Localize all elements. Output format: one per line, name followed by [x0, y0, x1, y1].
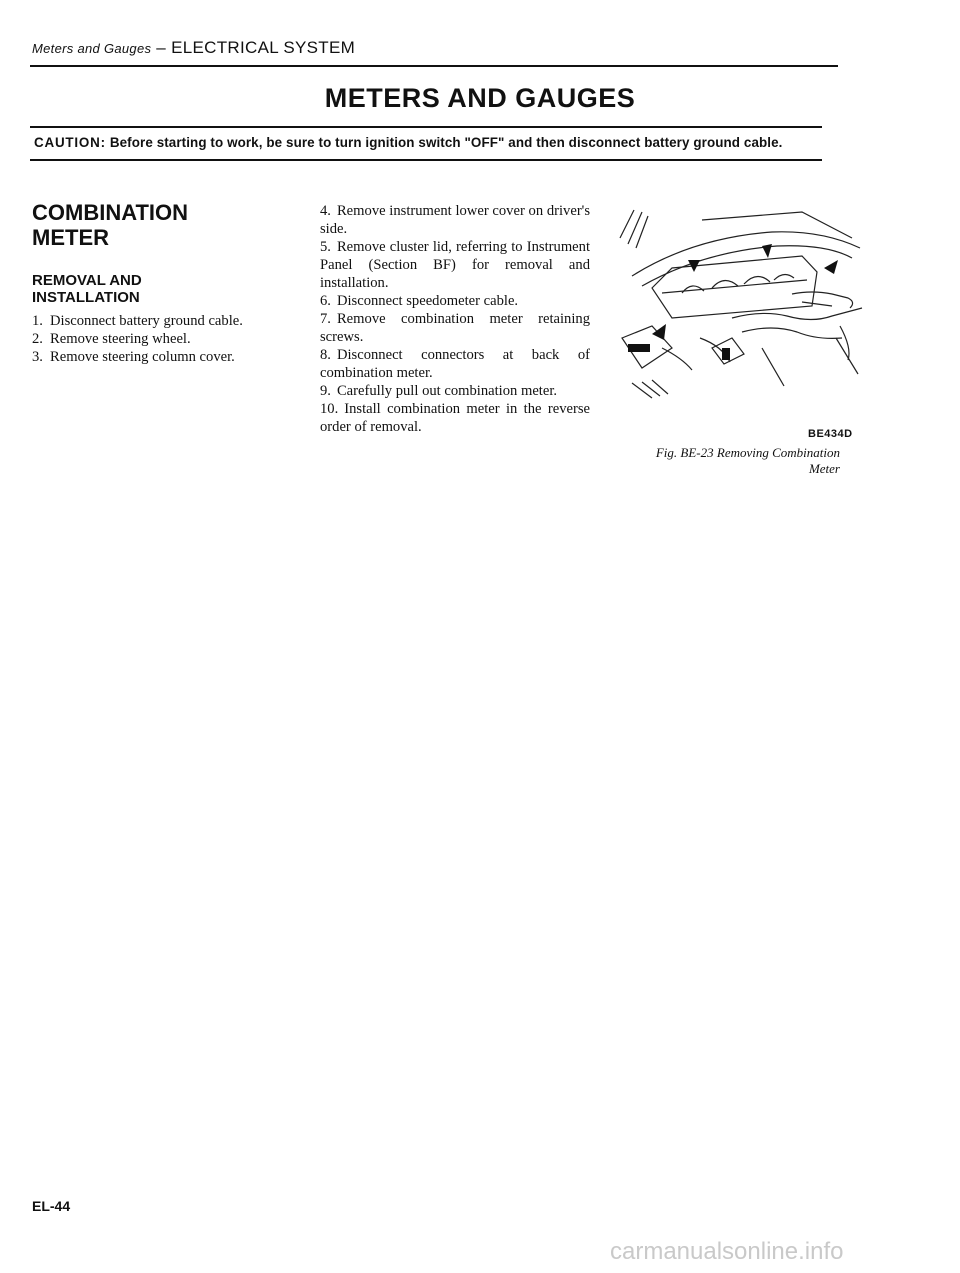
step-item: [32, 348, 302, 366]
figure-illustration: [612, 198, 874, 420]
combination-meter-illustration: [612, 198, 874, 420]
watermark: carmanualsonline.info: [610, 1238, 844, 1265]
step-item: [320, 400, 590, 436]
header-dash: –: [151, 38, 172, 57]
step-number: 9.: [320, 383, 331, 399]
figure-code: BE434D: [808, 428, 853, 440]
step-item: [32, 312, 302, 330]
step-text: Remove cluster lid, referring to Instrument Panel (Section BF) for removal and installation.: [320, 239, 590, 291]
step-item: [320, 310, 590, 346]
step-number: 3.: [32, 349, 43, 365]
step-text: Disconnect connectors at back of combination meter.: [320, 347, 590, 381]
step-text: Remove steering wheel.: [50, 331, 191, 347]
step-item: [320, 292, 590, 310]
figure-caption-line1: Fig. BE-23 Removing Combination: [655, 445, 840, 460]
step-number: 1.: [32, 313, 43, 329]
header-section: Meters and Gauges: [32, 41, 152, 56]
step-text: Remove instrument lower cover on driver's side.: [320, 203, 590, 237]
step-item: [320, 382, 590, 400]
section-title-line1: COMBINATION: [32, 200, 189, 225]
step-text: Remove steering column cover.: [50, 349, 235, 365]
step-number: 2.: [32, 331, 43, 347]
step-number: 5.: [320, 239, 331, 255]
caution-notice: [34, 135, 782, 150]
figure-caption: [590, 445, 840, 477]
section-title-line2: METER: [32, 225, 109, 250]
step-item: [320, 346, 590, 382]
steps-column-left: [32, 312, 302, 366]
step-item: [32, 330, 302, 348]
section-title: [32, 200, 188, 250]
running-header: [32, 38, 355, 58]
step-number: 6.: [320, 293, 331, 309]
step-text: Install combination meter in the reverse order of removal.: [320, 401, 590, 435]
step-number: 4.: [320, 203, 331, 219]
step-text: Remove combination meter retaining screws.: [320, 311, 590, 345]
header-rule: [30, 65, 838, 67]
header-system: ELECTRICAL SYSTEM: [171, 38, 356, 57]
step-text: Carefully pull out combination meter.: [336, 383, 558, 399]
step-number: 8.: [320, 347, 331, 363]
figure-caption-line2: Meter: [808, 461, 840, 476]
subsection-title-line2: INSTALLATION: [32, 289, 140, 306]
step-number: 7.: [320, 311, 331, 327]
subsection-title: [32, 272, 142, 306]
caution-text: Before starting to work, be sure to turn ignition switch "OFF" and then disconnect battery ground cable.: [109, 135, 783, 150]
step-number: 10.: [320, 401, 339, 417]
caution-rule-bottom: [30, 159, 822, 161]
caution-rule-top: [30, 126, 822, 128]
step-text: Disconnect battery ground cable.: [50, 313, 243, 329]
step-text: Disconnect speedometer cable.: [336, 293, 519, 309]
step-item: [320, 202, 590, 238]
caution-label: CAUTION:: [34, 135, 106, 150]
page-number: EL-44: [32, 1198, 71, 1214]
subsection-title-line1: REMOVAL AND: [32, 272, 142, 289]
steps-column-middle: [320, 202, 590, 436]
page-title: METERS AND GAUGES: [324, 83, 636, 113]
step-item: [320, 238, 590, 292]
